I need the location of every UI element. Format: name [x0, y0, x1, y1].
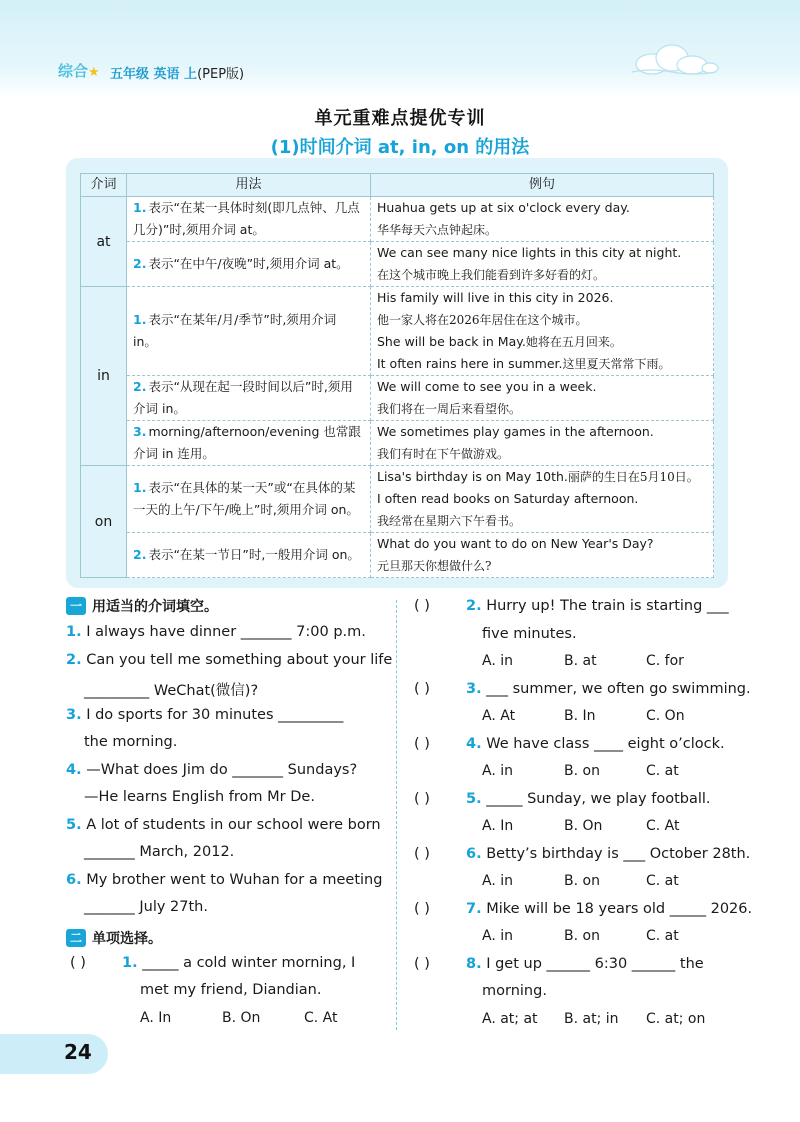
option-c[interactable]: C. At [646, 818, 680, 834]
example-english: I often read books on Saturday afternoon. [377, 491, 639, 506]
fill-blank-line [84, 734, 177, 750]
question-options [482, 873, 728, 889]
question-stem [466, 846, 750, 862]
question-text: Betty’s birthday is ___ October 28th. [481, 845, 751, 862]
fill-blank-line [84, 844, 234, 860]
fill-blank-line [84, 789, 315, 805]
usage-number: 2. [133, 379, 147, 394]
option-a[interactable]: A. in [482, 763, 513, 779]
example-chinese: 她将在五月回来。 [525, 335, 622, 349]
option-a[interactable]: A. at; at [482, 1010, 538, 1027]
example-chinese: 元旦那天你想做什么? [377, 559, 492, 573]
question-stem-cont: five minutes. [482, 625, 577, 642]
usage-cell [127, 533, 371, 578]
question-stem [466, 901, 752, 917]
example-chinese: 在这个城市晚上我们能看到许多好看的灯。 [377, 268, 606, 282]
question-text: ___ summer, we often go swimming. [481, 680, 751, 697]
question-text: My brother went to Wuhan for a meeting [81, 871, 383, 888]
example-line [377, 466, 707, 488]
example-english: We sometimes play games in the afternoon. [377, 424, 654, 439]
question-stem [466, 791, 711, 807]
question-text: _________ WeChat(微信)? [84, 683, 259, 699]
table-header-row [81, 174, 714, 197]
question-text: A lot of students in our school were born [81, 816, 381, 833]
question-text: I do sports for 30 minutes _________ [81, 706, 344, 723]
example-chinese: 这里夏天常常下雨。 [562, 357, 671, 371]
table-row [81, 197, 714, 242]
usage-number: 1. [133, 200, 147, 215]
question-number: 4. [466, 735, 482, 752]
example-cell [371, 533, 714, 578]
answer-paren[interactable]: ( ) [414, 680, 430, 697]
usage-cell [127, 466, 371, 533]
question-text: Mike will be 18 years old _____ 2026. [481, 900, 753, 917]
usage-number: 1. [133, 480, 147, 495]
example-line [377, 331, 707, 353]
option-b[interactable]: B. on [564, 763, 600, 779]
option-a[interactable]: A. in [482, 928, 513, 944]
question-number: 8. [466, 955, 482, 972]
example-chinese: 华华每天六点钟起床。 [377, 223, 498, 237]
option-a[interactable]: A. In [140, 1010, 172, 1026]
example-english: She will be back in May. [377, 334, 526, 349]
question-options [482, 818, 728, 834]
cloud-icon [622, 38, 722, 78]
question-text: —He learns English from Mr De. [84, 789, 315, 805]
example-line [377, 353, 707, 375]
section1-badge: 一 [66, 597, 86, 615]
example-cell [371, 376, 714, 421]
question-number: 2. [66, 651, 82, 668]
page-subtitle: (1)时间介词 at, in, on 的用法 [270, 137, 530, 158]
option-b[interactable]: B. On [564, 818, 603, 834]
prep-cell: at [81, 197, 127, 287]
usage-cell [127, 421, 371, 466]
table-row [81, 376, 714, 421]
option-b[interactable]: B. on [564, 873, 600, 889]
usage-text: 表示“在某一具体时刻(即几点钟、几点几分)”时,须用介词 at。 [133, 200, 360, 237]
question-text: Can you tell me something about your life [81, 651, 393, 668]
answer-paren[interactable]: ( ) [414, 598, 430, 614]
question-options [482, 708, 728, 724]
question-stem [466, 681, 751, 697]
question-1-stem: 1. _____ a cold winter morning, I [122, 955, 356, 971]
example-cell [371, 197, 714, 242]
question-number: 6. [66, 871, 82, 888]
question-text: I get up ______ 6:30 ______ the [481, 955, 704, 972]
column-divider [396, 600, 397, 1030]
question-number: 2. [466, 598, 482, 614]
fill-blank-line [66, 652, 392, 668]
answer-paren[interactable]: ( ) [414, 900, 430, 917]
example-chinese: 他一家人将在2026年居住在这个城市。 [377, 313, 588, 327]
question-text: the morning. [84, 734, 178, 750]
question-number: 5. [466, 790, 482, 807]
table-row [81, 533, 714, 578]
usage-text: 表示“从现在起一段时间以后”时,须用介词 in。 [133, 379, 353, 416]
usage-text: 表示“在中午/夜晚”时,须用介词 at。 [148, 256, 349, 271]
usage-cell [127, 197, 371, 242]
usage-number: 2. [133, 547, 147, 562]
option-c[interactable]: C. On [646, 708, 685, 724]
header-prep: 介词 [81, 174, 127, 197]
answer-paren[interactable]: ( ) [414, 735, 430, 752]
question-options [482, 1011, 728, 1027]
answer-paren[interactable]: ( ) [414, 955, 430, 972]
option-b[interactable]: B. on [564, 928, 600, 944]
question-text: —What does Jim do _______ Sundays? [81, 761, 358, 778]
example-cell [371, 242, 714, 287]
fill-blank-line [66, 762, 357, 778]
fill-blank-line [66, 707, 343, 723]
question-number: 5. [66, 816, 82, 833]
example-chinese: 丽萨的生日在5月10日。 [567, 470, 699, 484]
fill-blank-line [84, 679, 258, 700]
section1-heading: 一 用适当的介词填空。 [66, 596, 218, 616]
question-stem [466, 598, 729, 614]
section2-heading: 二 单项选择。 [66, 928, 162, 948]
option-c[interactable]: C. at [646, 873, 679, 889]
option-a[interactable]: A. In [482, 818, 514, 834]
fill-blank-line [66, 817, 381, 833]
option-a[interactable]: A. in [482, 873, 513, 889]
option-b[interactable]: B. at [564, 653, 597, 669]
section2-badge: 二 [66, 929, 86, 947]
usage-table [80, 173, 714, 578]
example-cell [371, 466, 714, 533]
option-b[interactable]: B. In [564, 708, 596, 724]
table-row [81, 421, 714, 466]
question-number: 3. [466, 680, 482, 697]
usage-number: 3. [133, 424, 147, 439]
question-1-stem-cont: met my friend, Diandian. [140, 982, 322, 998]
question-options [482, 928, 728, 944]
table-row [81, 242, 714, 287]
usage-cell [127, 242, 371, 287]
option-c[interactable]: C. for [646, 653, 684, 669]
usage-text: 表示“在具体的某一天”或“在具体的某一天的上午/下午/晚上”时,须用介词 on。 [133, 480, 359, 517]
answer-paren[interactable]: ( ) [414, 790, 430, 807]
example-english: Lisa's birthday is on May 10th. [377, 469, 568, 484]
question-number: 4. [66, 761, 82, 778]
usage-cell [127, 287, 371, 376]
question-text: _______ July 27th. [84, 899, 208, 915]
example-chinese: 我经常在星期六下午看书。 [377, 514, 522, 528]
question-text: _______ March, 2012. [84, 844, 235, 860]
fill-blank-line [66, 872, 382, 888]
usage-cell [127, 376, 371, 421]
fill-blank-line [66, 624, 366, 640]
header-usage: 用法 [127, 174, 371, 197]
option-b[interactable]: B. at; in [564, 1010, 619, 1027]
question-number: 1. [66, 624, 82, 640]
example-english: We can see many nice lights in this city at night. [377, 245, 682, 260]
example-cell [371, 421, 714, 466]
option-b[interactable]: B. On [222, 1010, 261, 1026]
table-row [81, 287, 714, 376]
example-chinese: 我们将在一周后来看望你。 [377, 402, 522, 416]
header-example: 例句 [371, 174, 714, 197]
question-options [482, 763, 728, 779]
question-1-options [140, 1010, 386, 1026]
usage-text: 表示“在某年/月/季节”时,须用介词 in。 [133, 312, 337, 349]
option-c[interactable]: C. At [304, 1010, 338, 1026]
prep-cell: in [81, 287, 127, 466]
page-title: 单元重难点提优专训 [314, 108, 486, 129]
usage-number: 2. [133, 256, 147, 271]
question-number: 6. [466, 845, 482, 862]
question-stem [466, 736, 725, 752]
question-number: 3. [66, 706, 82, 723]
example-cell [371, 287, 714, 376]
answer-paren[interactable]: ( ) [70, 955, 86, 971]
example-english: His family will live in this city in 2026. [377, 290, 614, 305]
answer-paren[interactable]: ( ) [414, 845, 430, 862]
example-english: It often rains here in summer. [377, 356, 563, 371]
question-text: I always have dinner _______ 7:00 p.m. [81, 624, 366, 640]
example-chinese: 我们有时在下午做游戏。 [377, 447, 510, 461]
question-text: Hurry up! The train is starting ___ [481, 598, 729, 614]
header-grade: 五年级 英语 上(PEP版) [110, 67, 245, 82]
fill-blank-line [84, 899, 208, 915]
option-c[interactable]: C. at [646, 928, 679, 944]
question-text: We have class ____ eight o’clock. [481, 735, 725, 752]
option-c[interactable]: C. at [646, 763, 679, 779]
page-number: 24 [64, 1040, 92, 1064]
option-a[interactable]: A. in [482, 653, 513, 669]
option-c[interactable]: C. at; on [646, 1010, 706, 1027]
example-english: Huahua gets up at six o'clock every day. [377, 200, 630, 215]
question-text: _____ Sunday, we play football. [481, 790, 711, 807]
question-number: 7. [466, 900, 482, 917]
usage-text: 表示“在某一节日”时,一般用介词 on。 [148, 547, 360, 562]
question-stem-cont: morning. [482, 983, 547, 999]
table-row [81, 466, 714, 533]
example-english: We will come to see you in a week. [377, 379, 597, 394]
example-english: What do you want to do on New Year's Day? [377, 536, 654, 551]
usage-text: morning/afternoon/evening 也常跟介词 in 连用。 [133, 424, 361, 461]
star-icon: ★ [88, 65, 100, 80]
question-stem [466, 956, 704, 972]
question-options [482, 653, 728, 669]
option-a[interactable]: A. At [482, 708, 516, 724]
series-logo: 综合★ [58, 62, 100, 80]
prep-cell: on [81, 466, 127, 578]
usage-number: 1. [133, 312, 147, 327]
